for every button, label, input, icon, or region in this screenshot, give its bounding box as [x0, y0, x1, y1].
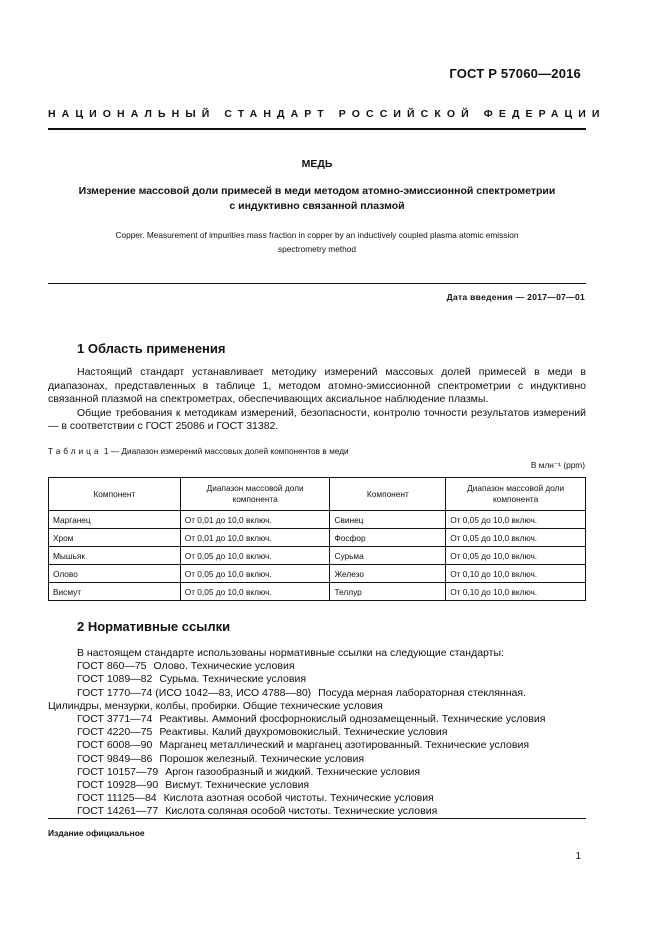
reference-item — [48, 779, 586, 792]
reference-code: ГОСТ 1089—82 — [77, 673, 153, 686]
table-cell: Мышьяк — [49, 547, 181, 565]
reference-item — [48, 792, 586, 805]
reference-item-continuation — [48, 700, 586, 713]
table-cell: Марганец — [49, 511, 181, 529]
reference-item — [48, 766, 586, 779]
reference-code: ГОСТ 1770—74 (ИСО 1042—83, ИСО 4788—80) — [77, 686, 312, 699]
section-2-heading: 2 Нормативные ссылки — [77, 619, 231, 634]
reference-title: Кислота азотная особой чистоты. Технические условия — [163, 792, 434, 805]
table-cell: От 0,01 до 10,0 включ. — [180, 511, 330, 529]
reference-code: ГОСТ 10157—79 — [77, 765, 159, 778]
table-cell: От 0,01 до 10,0 включ. — [180, 529, 330, 547]
subtitle-line-2: с индуктивно связанной плазмой — [229, 200, 405, 212]
table-header-cell: Диапазон массовой доли компонента — [180, 478, 330, 511]
gost-identifier: ГОСТ Р 57060—2016 — [449, 66, 581, 81]
table-cell: От 0,05 до 10,0 включ. — [446, 529, 586, 547]
table-cell: От 0,05 до 10,0 включ. — [180, 547, 330, 565]
table-cell: Свинец — [330, 511, 446, 529]
table-cell: От 0,05 до 10,0 включ. — [446, 511, 586, 529]
english-title-line-2: spectrometry method — [278, 244, 356, 254]
reference-item — [48, 805, 586, 818]
reference-title: Олово. Технические условия — [153, 660, 295, 673]
table-cell: От 0,05 до 10,0 включ. — [446, 547, 586, 565]
reference-item — [48, 660, 586, 673]
section-1-body — [48, 366, 586, 434]
table-cell: От 0,10 до 10,0 включ. — [446, 583, 586, 601]
section-1-paragraph-2: Общие требования к методикам измерений, безопасности, контролю точности результатов измерений — в соответствии с ГОСТ 25086 и ГОСТ 31382. — [48, 406, 586, 432]
reference-item — [48, 753, 586, 766]
table-cell: Олово — [49, 565, 181, 583]
reference-title: Посуда мерная лабораторная стеклянная. — [318, 686, 526, 699]
english-title-line-1: Copper. Measurement of impurities mass fraction in copper by an inductively coupled plasma atomic emission — [115, 230, 519, 240]
reference-item — [48, 739, 586, 752]
reference-item — [48, 713, 586, 726]
english-title — [60, 228, 574, 256]
table-row — [49, 583, 586, 601]
reference-title: Марганец металлический и марганец азотированный. Технические условия — [159, 739, 530, 752]
top-rule — [48, 128, 586, 130]
reference-code: ГОСТ 11125—84 — [77, 792, 157, 805]
table-cell: От 0,05 до 10,0 включ. — [180, 583, 330, 601]
reference-code: ГОСТ 860—75 — [77, 660, 147, 673]
normative-references — [48, 647, 586, 819]
reference-title: Реактивы. Аммоний фосфорнокислый однозамещенный. Технические условия — [159, 713, 546, 726]
reference-item — [48, 673, 586, 686]
document-subtitle — [48, 184, 586, 214]
reference-code: ГОСТ 3771—74 — [77, 713, 153, 726]
reference-title: Цилиндры, мензурки, колбы, пробирки. Общие технические условия — [48, 699, 383, 712]
reference-code: ГОСТ 9849—86 — [77, 752, 153, 765]
reference-code: ГОСТ 14261—77 — [77, 805, 159, 818]
footer-rule — [48, 818, 586, 819]
table-row — [49, 565, 586, 583]
references-intro: В настоящем стандарте использованы нормативные ссылки на следующие стандарты: — [77, 647, 504, 659]
table-cell: Сурьма — [330, 547, 446, 565]
edition-note: Издание официальное — [48, 828, 145, 838]
separator-rule — [48, 283, 586, 284]
reference-title: Сурьма. Технические условия — [159, 673, 307, 686]
table-header-cell: Компонент — [330, 478, 446, 511]
table-cell: Фосфор — [330, 529, 446, 547]
table-cell: От 0,10 до 10,0 включ. — [446, 565, 586, 583]
reference-title: Кислота соляная особой чистоты. Технические условия — [165, 805, 438, 818]
table-cell: Теллур — [330, 583, 446, 601]
reference-code: ГОСТ 4220—75 — [77, 726, 153, 739]
reference-title: Реактивы. Калий двухромовокислый. Технические условия — [159, 726, 448, 739]
table-cell: Хром — [49, 529, 181, 547]
table-caption-text: 1 — Диапазон измерений массовых долей компонентов в меди — [101, 446, 349, 456]
subtitle-line-1: Измерение массовой доли примесей в меди методом атомно-эмиссионной спектрометрии — [78, 185, 556, 197]
national-standard-banner: НАЦИОНАЛЬНЫЙ СТАНДАРТ РОССИЙСКОЙ ФЕДЕРАЦИИ — [48, 108, 606, 120]
components-table — [48, 477, 586, 601]
reference-title: Аргон газообразный и жидкий. Технические условия — [165, 765, 421, 778]
reference-item — [48, 726, 586, 739]
reference-item — [48, 687, 586, 700]
table-cell: Железо — [330, 565, 446, 583]
section-1-heading: 1 Область применения — [77, 341, 226, 356]
section-1-paragraph-1: Настоящий стандарт устанавливает методику измерений массовых долей примесей в меди в диапазонах, представленных в таблице 1, методом атомно-эмиссионной спектрометрии с индуктивно связанной плазмой на спектрометрах, обеспечивающих аксиальное наблюдение плазмы. — [48, 366, 586, 405]
reference-code: ГОСТ 6008—90 — [77, 739, 153, 752]
table-units: В млн⁻¹ (ppm) — [530, 460, 585, 470]
table-header-cell: Компонент — [49, 478, 181, 511]
page-number: 1 — [575, 851, 581, 862]
table-cell: От 0,05 до 10,0 включ. — [180, 565, 330, 583]
table-header-row — [49, 478, 586, 511]
table-row — [49, 547, 586, 565]
table-row — [49, 529, 586, 547]
reference-title: Порошок железный. Технические условия — [159, 752, 365, 765]
reference-code: ГОСТ 10928—90 — [77, 779, 159, 792]
table-row — [49, 511, 586, 529]
reference-title: Висмут. Технические условия — [165, 779, 310, 792]
table-cell: Висмут — [49, 583, 181, 601]
document-title: МЕДЬ — [301, 158, 333, 170]
table-caption — [48, 446, 349, 456]
table-caption-label: Таблица — [48, 446, 102, 456]
table-header-cell: Диапазон массовой доли компонента — [446, 478, 586, 511]
introduction-date: Дата введения — 2017—07—01 — [446, 292, 585, 302]
